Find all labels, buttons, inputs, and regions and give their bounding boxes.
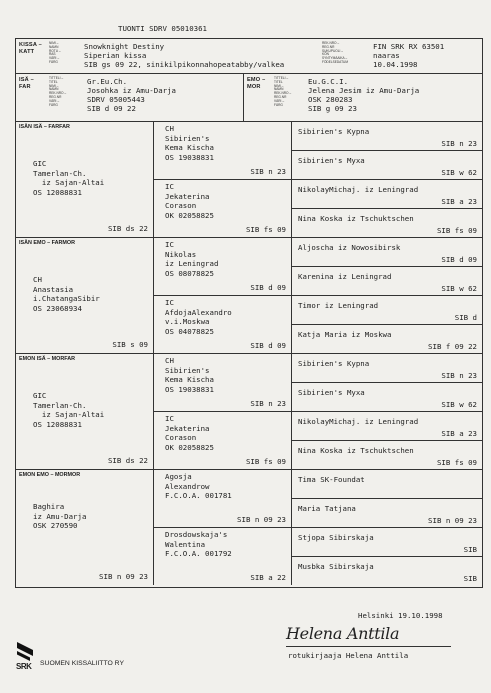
ancestor-name: NikolayMichaj. iz Leningrad	[298, 185, 419, 194]
ancestor-name: Maria Tatjana	[298, 504, 356, 513]
ancestor-color: SIB a 23	[441, 429, 477, 438]
signature: Helena Anttila	[286, 624, 400, 643]
dam-color: SIB g 09 23	[308, 104, 357, 113]
ancestor-name: Aljoscha iz Nowosibirsk	[298, 243, 401, 252]
ancestor-color: SIB s 09	[112, 340, 148, 349]
cat-name: Snowknight Destiny	[84, 42, 165, 51]
ancestor-info: Baghira iz Amu-Darja OSK 270590	[33, 502, 87, 530]
ancestor-color: SIB d 09	[441, 255, 477, 264]
sire-field-labels: TITTELI – TITEL NIMI – NAMN REK.NRO – REG.NR VÄRI – FÄRG	[49, 76, 67, 107]
dam-reg: OSK 280283	[308, 95, 353, 104]
parent-info: Drosdowskaja's Walentina F.C.O.A. 001792	[165, 530, 232, 558]
quarter-label: EMON EMO – MORMOR	[19, 472, 81, 478]
parent-info: IC AfdojaAlexandro v.i.Moskwa OS 04078825	[165, 298, 232, 336]
parent-info: CH Sibirien's Kema Kischa OS 19038831	[165, 124, 214, 162]
parent-color: SIB n 23	[250, 167, 286, 176]
ancestor-name: Nina Koska iz Tschuktschen	[298, 446, 414, 455]
place-date: Helsinki 19.10.1998	[358, 611, 443, 620]
sire-color: SIB d 09 22	[87, 104, 136, 113]
parent-color: SIB n 23	[250, 399, 286, 408]
ancestor-color: SIB	[463, 574, 477, 583]
sire-title: Gr.Eu.Ch.	[87, 77, 128, 86]
cat-birth-date: 10.04.1998	[373, 60, 418, 69]
sire-label: ISÄ – FAR	[19, 77, 34, 90]
dam-field-labels: TITTELI – TITEL NIMI – NAMN REK.NRO – REG.NR VÄRI – FÄRG	[274, 76, 292, 107]
parent-color: SIB a 22	[250, 573, 286, 582]
srk-logo-text: SRK	[16, 662, 32, 671]
parent-color: SIB d 09	[250, 341, 286, 350]
ancestor-color: SIB fs 09	[436, 458, 477, 467]
ancestor-name: NikolayMichaj. iz Leningrad	[298, 417, 419, 426]
sire-name: Josohka iz Amu-Darja	[87, 86, 176, 95]
parent-color: SIB fs 09	[245, 457, 286, 466]
cat-breed: Siperian kissa	[84, 51, 147, 60]
dam-label: EMO – MOR	[247, 77, 266, 90]
ancestor-name: Katja Maria iz Moskwa	[298, 330, 392, 339]
ancestor-name: Timor iz Leningrad	[298, 301, 379, 310]
cat-sex: naaras	[373, 51, 400, 60]
cat-field-labels: NIMI – NAMN ROTU – RAS VÄRI – FÄRG	[49, 41, 61, 64]
quarter-label: ISÄN ISÄ – FARFAR	[19, 124, 70, 130]
ancestor-color: SIB n 09 23	[99, 572, 148, 581]
parent-info: Agosja Alexandrow F.C.O.A. 001781	[165, 472, 232, 500]
ancestor-info: GIC Tamerlan-Ch. iz Sajan-Altai OS 12088831	[33, 391, 105, 429]
cat-reg-number: FIN SRK RX 63501	[373, 42, 445, 51]
ancestor-color: SIB	[463, 545, 477, 554]
parent-info: IC Nikolas iz Leningrad OS 08078825	[165, 240, 219, 278]
sire-reg: SDRV 05005443	[87, 95, 145, 104]
document-number: TUONTI SDRV 05010361	[118, 24, 207, 33]
ancestor-name: Sibirien's Kypna	[298, 359, 370, 368]
parent-info: CH Sibirien's Kema Kischa OS 19038831	[165, 356, 214, 394]
cat-label: KISSA – KATT	[19, 42, 42, 55]
srk-logo	[16, 641, 34, 673]
parent-color: SIB d 09	[250, 283, 286, 292]
ancestor-name: Nina Koska iz Tschuktschen	[298, 214, 414, 223]
ancestor-color: SIB a 23	[441, 197, 477, 206]
ancestor-name: Musbka Sibirskaja	[298, 562, 374, 571]
dam-title: Eu.G.C.I.	[308, 77, 349, 86]
ancestor-info: CH Anastasia i.ChatangaSibir OS 23068934	[33, 275, 100, 313]
ancestor-color: SIB f 09 22	[428, 342, 477, 351]
ancestor-name: Stjopa Sibirskaja	[298, 533, 374, 542]
ancestor-color: SIB w 62	[441, 168, 477, 177]
ancestor-color: SIB n 23	[441, 139, 477, 148]
quarter-label: EMON ISÄ – MORFAR	[19, 356, 76, 362]
parent-color: SIB n 09 23	[237, 515, 286, 524]
ancestor-name: Tima SK-Foundat	[298, 475, 365, 484]
ancestor-color: SIB ds 22	[107, 456, 148, 465]
cat-color: SIB gs 09 22, sinikilpikonnahopeatabby/valkea	[84, 60, 285, 69]
ancestor-color: SIB fs 09	[436, 226, 477, 235]
cat-reg-labels: REK.NRO – REG.NR SUKUPUOLI – KÖN SYNTYMÄAIKA – FÖDELSEDATUM	[322, 41, 348, 64]
quarter-label: ISÄN EMO – FARMOR	[19, 240, 76, 246]
parent-info: IC Jekaterina Corason OK 02058825	[165, 414, 214, 452]
ancestor-name: Sibirien's Myxa	[298, 388, 365, 397]
ancestor-name: Sibirien's Kypna	[298, 127, 370, 136]
ancestor-info: GIC Tamerlan-Ch. iz Sajan-Altai OS 12088831	[33, 159, 105, 197]
ancestor-color: SIB ds 22	[107, 224, 148, 233]
ancestor-color: SIB w 62	[441, 284, 477, 293]
ancestor-name: Karenina iz Leningrad	[298, 272, 392, 281]
ancestor-color: SIB d	[454, 313, 477, 322]
parent-color: SIB fs 09	[245, 225, 286, 234]
ancestor-color: SIB n 09 23	[428, 516, 477, 525]
parent-info: IC Jekaterina Corason OK 02058825	[165, 182, 214, 220]
dam-name: Jelena Jesim iz Amu-Darja	[308, 86, 420, 95]
ancestor-color: SIB w 62	[441, 400, 477, 409]
ancestor-name: Sibirien's Myxa	[298, 156, 365, 165]
signer-name: rotukirjaaja Helena Anttila	[288, 651, 409, 660]
org-name: SUOMEN KISSALIITTO RY	[40, 660, 124, 667]
ancestor-color: SIB n 23	[441, 371, 477, 380]
